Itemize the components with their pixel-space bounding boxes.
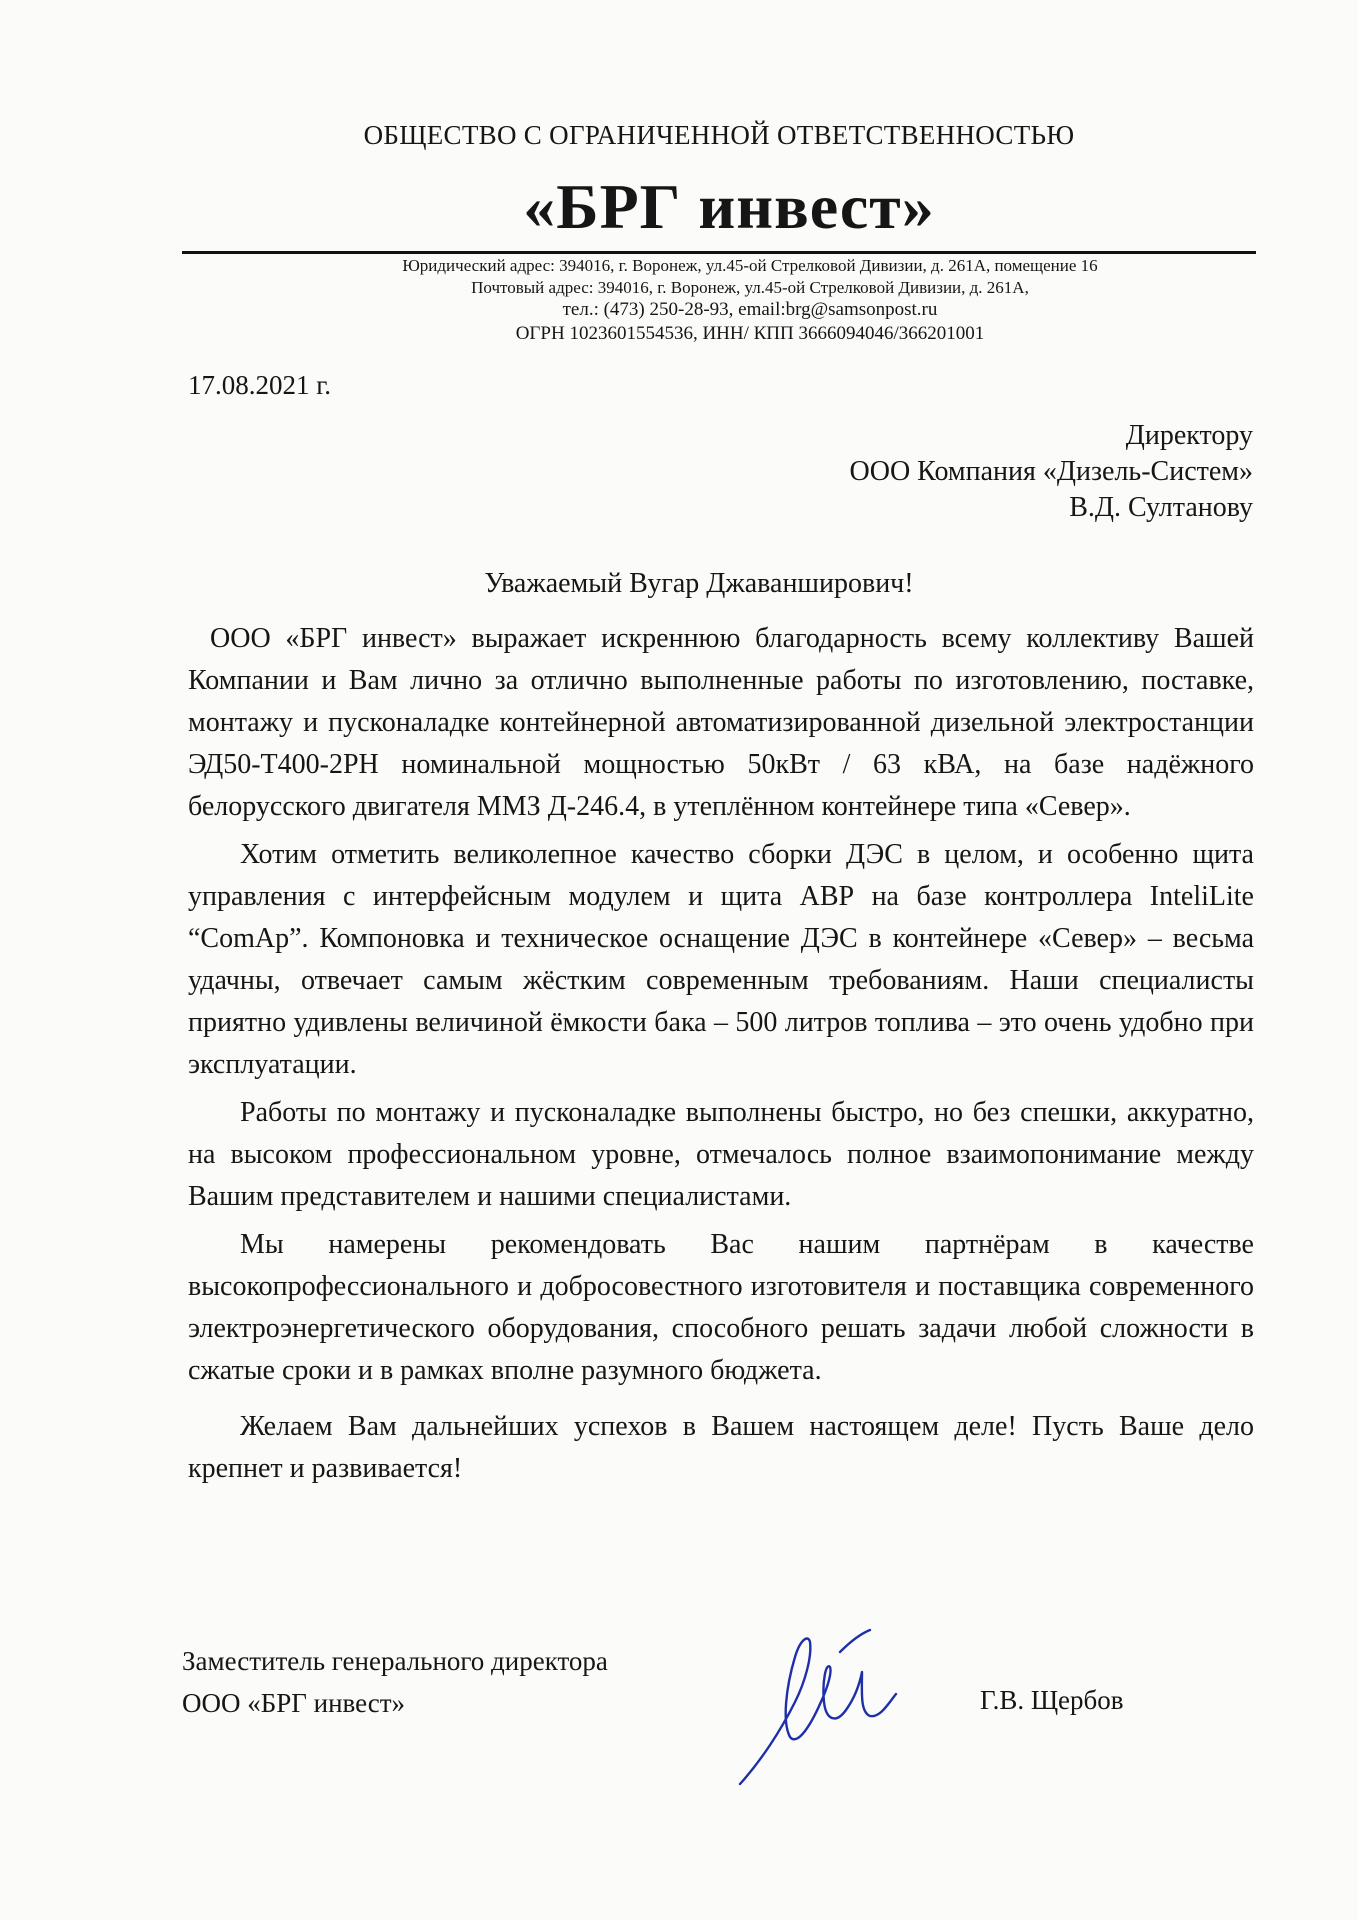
recipient-company: ООО Компания «Дизель-Систем» xyxy=(849,456,1253,487)
recipient-name: В.Д. Султанову xyxy=(1069,492,1253,523)
body-paragraph: Работы по монтажу и пусконаладке выполнены быстро, но без спешки, аккуратно, на высоком профессиональном уровне, отмечалось полное взаимопонимание между Вашим представителем и нашими специалистами. xyxy=(188,1097,1254,1212)
letter-body xyxy=(188,618,1254,1496)
signatory-name: Г.В. Щербов xyxy=(980,1685,1124,1715)
legal-address: Юридический адрес: 394016, г. Воронеж, ул.45-ой Стрелковой Дивизии, д. 261А, помещение 16 xyxy=(402,256,1098,275)
letter-date: 17.08.2021 г. xyxy=(188,370,332,400)
org-name-heading: «БРГ инвест» xyxy=(523,171,935,242)
org-type-heading: ОБЩЕСТВО С ОГРАНИЧЕННОЙ ОТВЕТСТВЕННОСТЬЮ xyxy=(363,120,1075,150)
body-paragraph: Желаем Вам дальнейших успехов в Вашем настоящем деле! Пусть Ваше дело крепнет и развивается! xyxy=(188,1411,1254,1484)
postal-address: Почтовый адрес: 394016, г. Воронеж, ул.45-ой Стрелковой Дивизии, д. 261А, xyxy=(471,278,1029,297)
header-divider xyxy=(182,251,1256,254)
signatory-company: ООО «БРГ инвест» xyxy=(182,1688,406,1718)
recipient-position: Директору xyxy=(1125,420,1253,451)
signatory-block xyxy=(182,1640,608,1724)
signatory-position: Заместитель генерального директора xyxy=(182,1646,608,1676)
recipient-block xyxy=(850,418,1254,526)
greeting: Уважаемый Вугар Джаванширович! xyxy=(484,568,914,599)
body-paragraph: Мы намерены рекомендовать Вас нашим партнёрам в качестве высокопрофессионального и добросовестного изготовителя и поставщика современного электроэнергетического оборудования, способного решать задачи любой сложности в сжатые сроки и в рамках вполне разумного бюджета. xyxy=(188,1229,1254,1386)
body-paragraph: Хотим отметить великолепное качество сборки ДЭС в целом, и особенно щита управления с интерфейсным модулем и щита АВР на базе контроллера InteliLite “ComAp”. Компоновка и техническое оснащение ДЭС в контейнере «Север» – весьма удачны, отвечает самым жёстким современным требованиям. Наши специалисты приятно удивлены величиной ёмкости бака – 500 литров топлива – это очень удобно при эксплуатации. xyxy=(188,839,1254,1080)
handwritten-signature xyxy=(720,1612,930,1792)
contacts: тел.: (473) 250-28-93, email:brg@samsonpost.ru xyxy=(562,299,938,320)
registration-numbers: ОГРН 1023601554536, ИНН/ КПП 3666094046/366201001 xyxy=(515,323,985,344)
body-paragraph: ООО «БРГ инвест» выражает искреннюю благодарность всему коллективу Вашей Компании и Вам лично за отлично выполненные работы по изготовлению, поставке, монтажу и пусконаладке контейнерной автоматизированной дизельной электростанции ЭД50-Т400-2РН номинальной мощностью 50кВт / 63 кВА, на базе надёжного белорусского двигателя ММЗ Д-246.4, в утеплённом контейнере типа «Север». xyxy=(188,623,1254,822)
